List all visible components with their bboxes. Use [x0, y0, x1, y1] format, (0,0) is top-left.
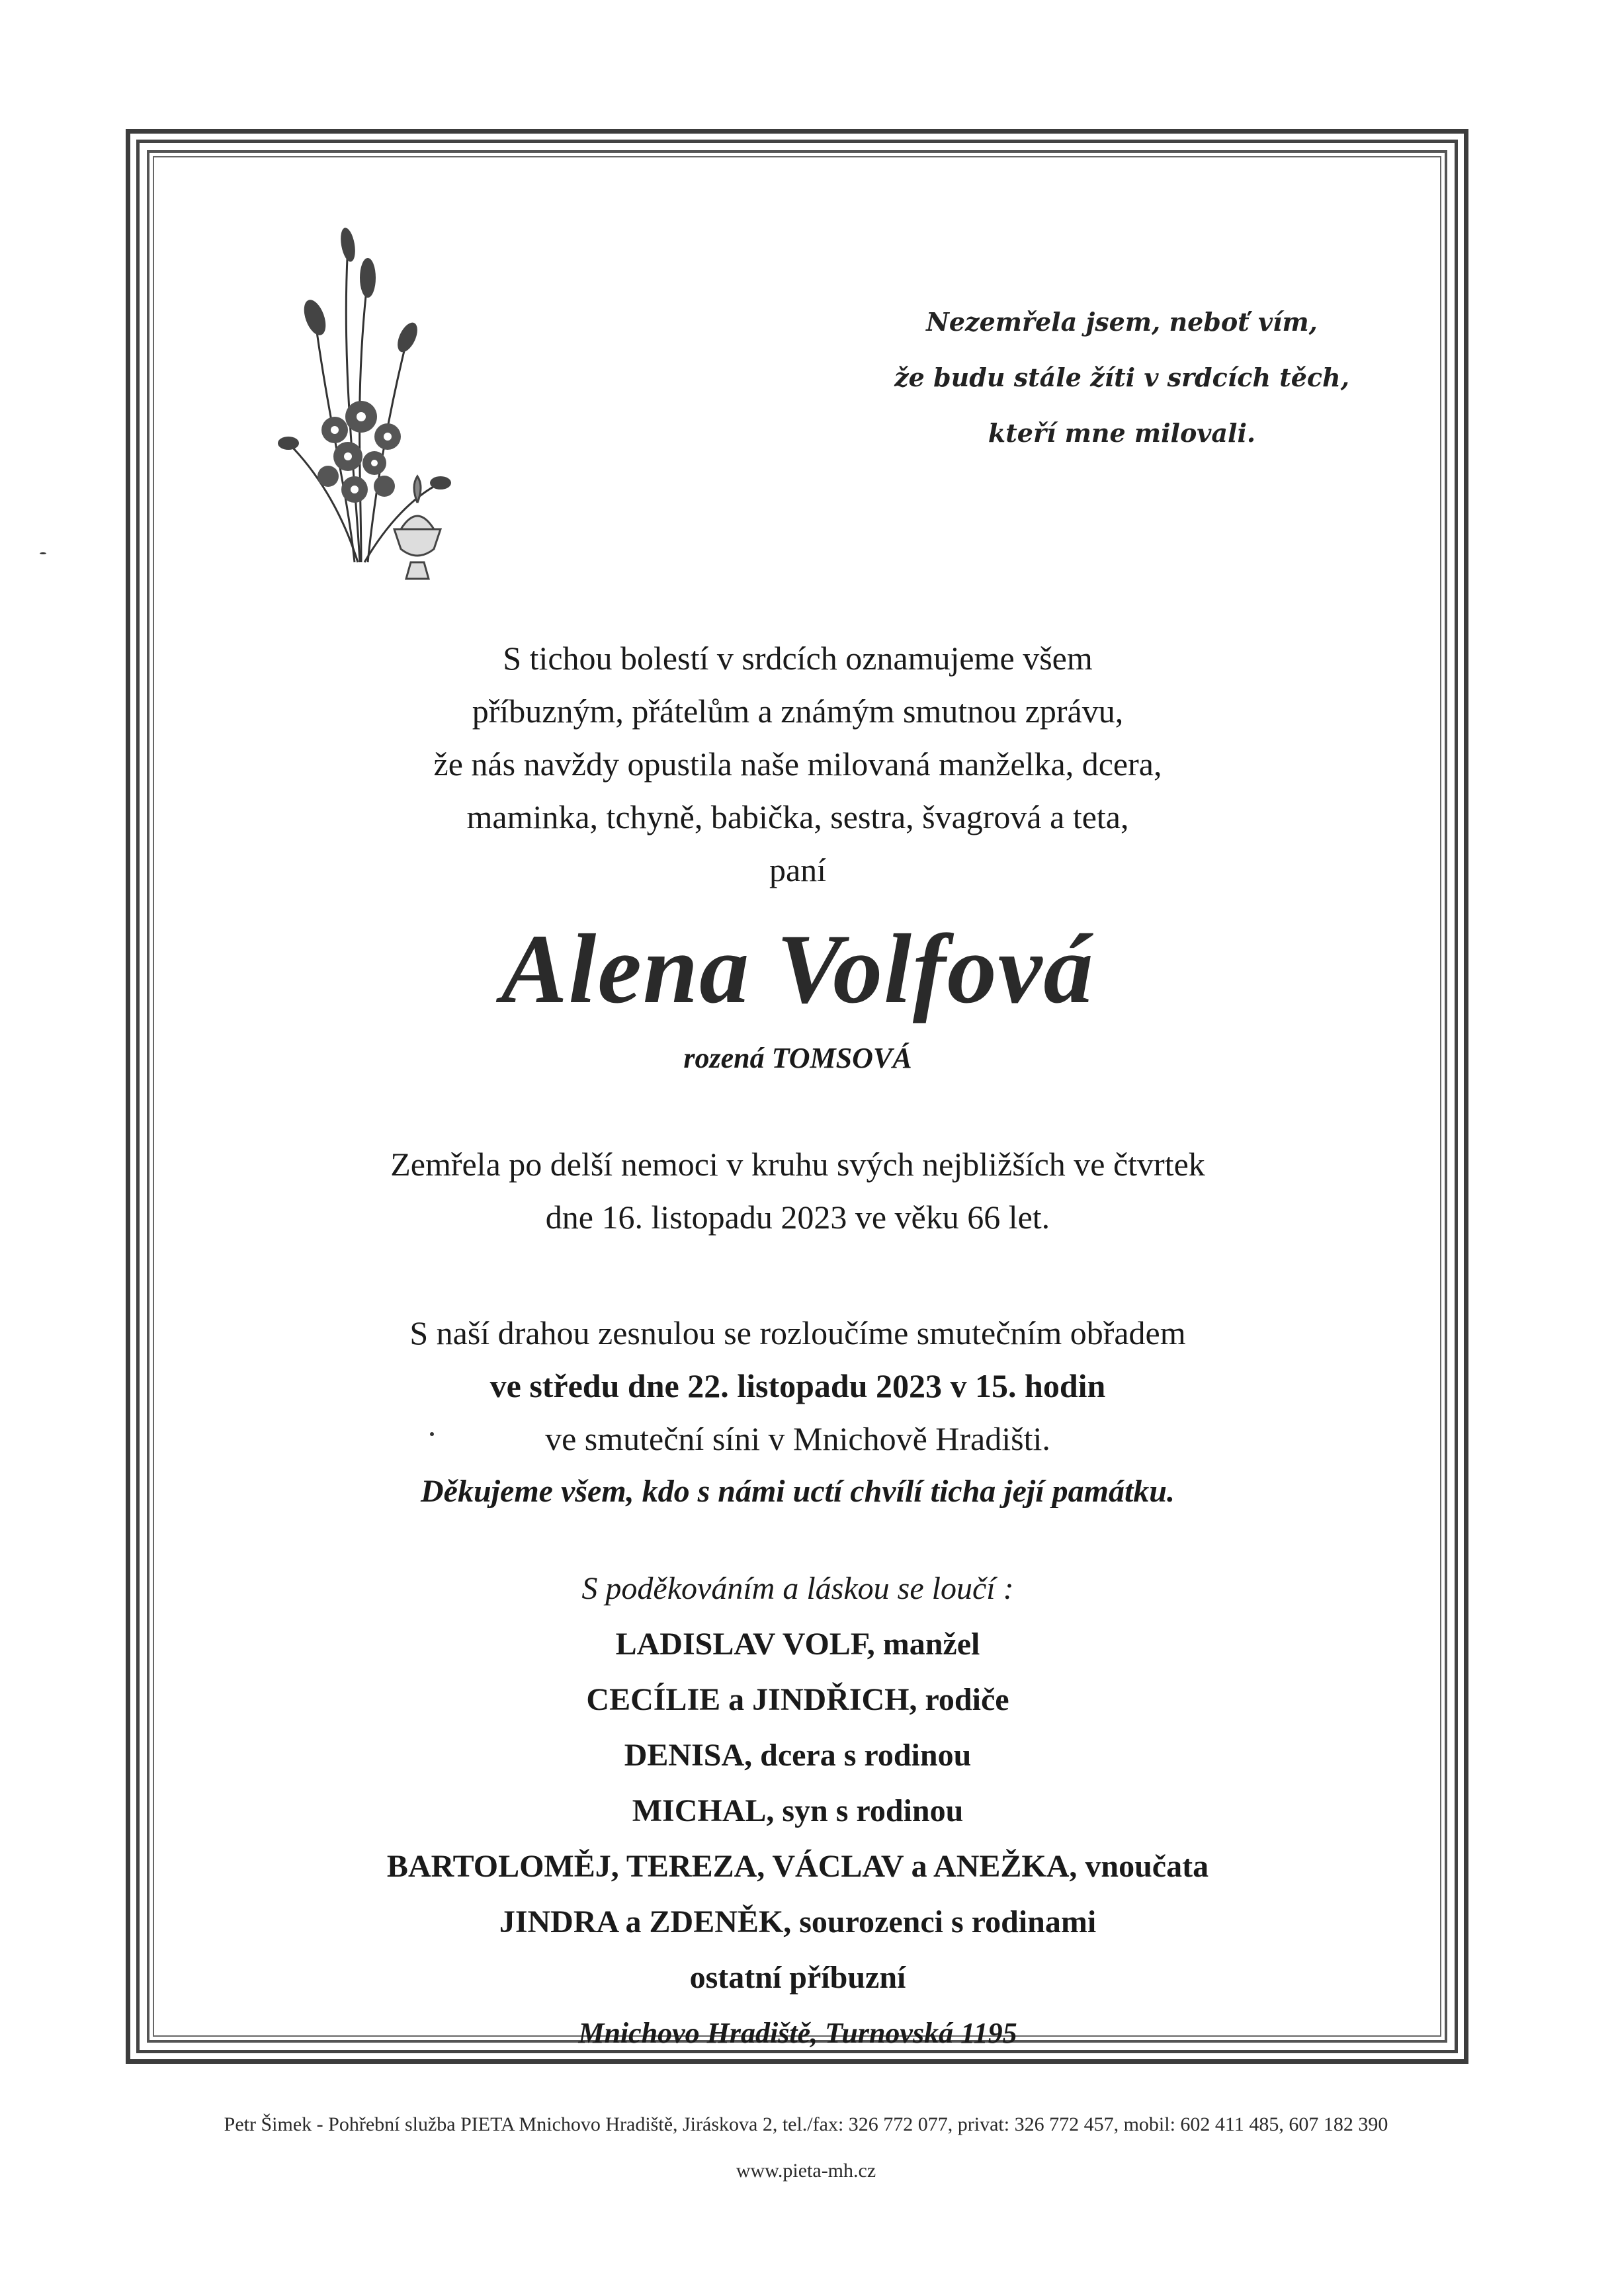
intro-line: S tichou bolestí v srdcích oznamujeme všem: [503, 640, 1093, 677]
death-line: dne 16. listopadu 2023 ve věku 66 let.: [545, 1199, 1050, 1236]
maiden-name: rozená TOMSOVÁ: [683, 1042, 912, 1074]
family-member: LADISLAV VOLF, manžel: [615, 1627, 980, 1662]
scan-speck: [430, 1432, 434, 1436]
death-info: [156, 1138, 1439, 1244]
memorial-quote: [870, 294, 1373, 461]
family-member: BARTOLOMĚJ, TEREZA, VÁCLAV a ANEŽKA, vnoučata: [386, 1849, 1209, 1884]
announcement-intro: [156, 632, 1439, 896]
quote-line: že budu stále žíti v srdcích těch,: [894, 362, 1349, 392]
family-member: JINDRA a ZDENĚK, sourozenci s rodinami: [499, 1904, 1097, 1939]
family-lead: S poděkováním a láskou se loučí :: [581, 1571, 1014, 1606]
intro-line: maminka, tchyně, babička, sestra, švagrová a teta,: [466, 798, 1129, 835]
ceremony-thanks: Děkujeme všem, kdo s námi uctí chvílí ticha její památku.: [421, 1474, 1175, 1509]
death-line: Zemřela po delší nemoci v kruhu svých nejbližších ve čtvrtek: [390, 1146, 1205, 1183]
ceremony-place: ve smuteční síni v Mnichově Hradišti.: [545, 1420, 1050, 1457]
family-member: DENISA, dcera s rodinou: [624, 1738, 972, 1773]
quote-line: kteří mne milovali.: [988, 418, 1256, 448]
ceremony-date: ve středu dne 22. listopadu 2023 v 15. hodin: [489, 1367, 1106, 1404]
family-list: [156, 1561, 1439, 2061]
family-member: CECÍLIE a JINDŘICH, rodiče: [586, 1682, 1009, 1717]
deceased-name: Alena Volfová: [501, 914, 1095, 1024]
family-address: Mnichovo Hradiště, Turnovská 1195: [578, 2017, 1017, 2049]
family-member: MICHAL, syn s rodinou: [632, 1793, 964, 1828]
funeral-service-contact: Petr Šimek - Pohřební služba PIETA Mnichovo Hradiště, Jiráskova 2, tel./fax: 326 772 077, privat: 326 772 457, mobil: 602 411 485, 607 182 390: [224, 2113, 1388, 2135]
family-member: ostatní příbuzní: [689, 1960, 906, 1995]
notice-content: [156, 159, 1439, 2049]
ceremony-line: S naší drahou zesnulou se rozloučíme smutečním obřadem: [409, 1314, 1186, 1351]
flower-bouquet-with-urn-icon: [275, 218, 467, 602]
quote-line: Nezemřela jsem, neboť vím,: [926, 307, 1318, 337]
ceremony-info: [156, 1306, 1439, 1518]
intro-line: že nás navždy opustila naše milovaná manželka, dcera,: [433, 745, 1162, 783]
intro-line: příbuzným, přátelům a známým smutnou zprávu,: [472, 693, 1124, 730]
funeral-service-website: www.pieta-mh.cz: [736, 2160, 876, 2182]
intro-line: paní: [769, 851, 827, 888]
scan-speck: [40, 552, 46, 554]
